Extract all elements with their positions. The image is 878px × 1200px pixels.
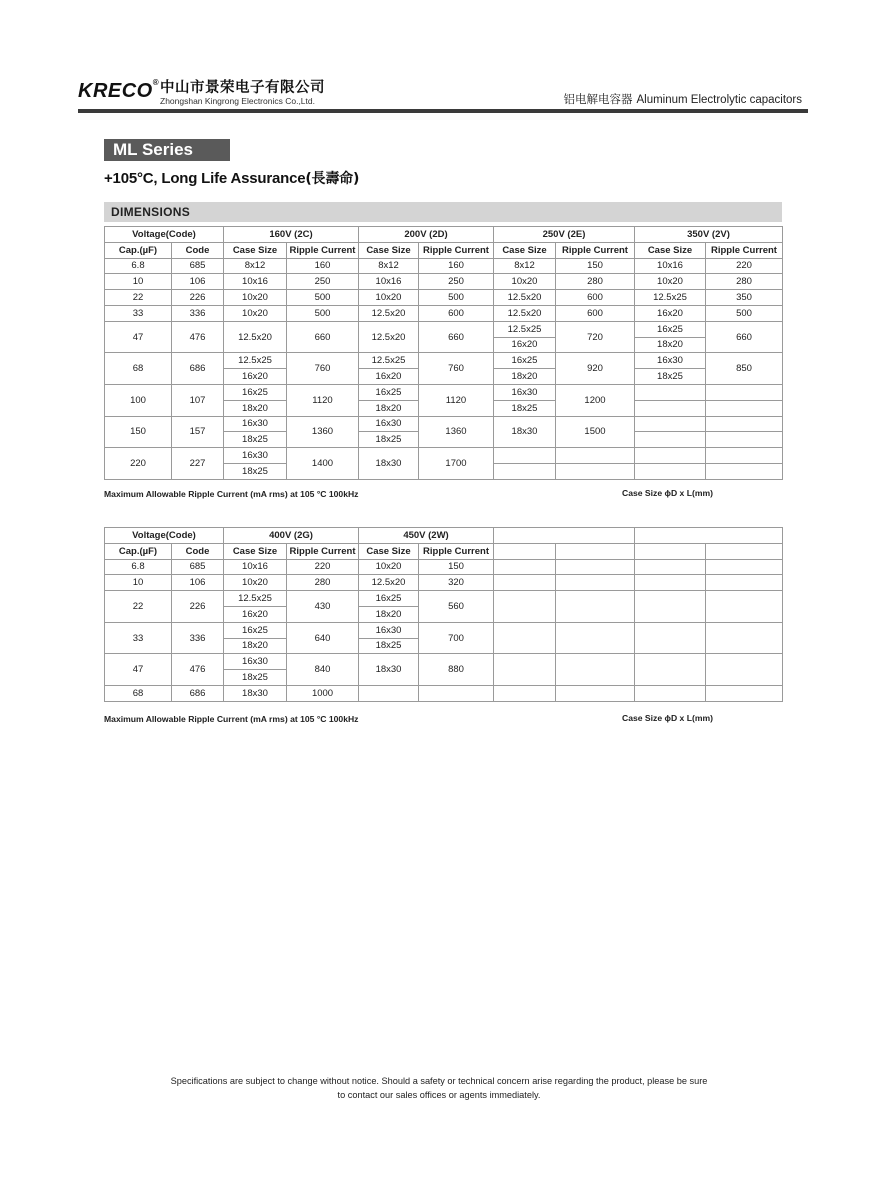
empty-cell [494,448,556,464]
voltage-code-header: Voltage(Code) [105,528,224,544]
empty-cell [494,528,635,544]
empty-cell [556,543,635,559]
case-size-cell: 10x20 [224,290,287,306]
empty-cell [494,622,556,654]
empty-cell [556,654,635,686]
table-row [105,559,783,575]
case-size-cell: 16x30 [635,353,706,369]
ripple-cell: 660 [287,321,359,353]
empty-cell [635,416,706,432]
ripple-cell: 1400 [287,448,359,480]
code-cell: 157 [172,416,224,448]
case-size-cell: 16x30 [359,622,419,638]
table-row [105,685,783,701]
case-size-cell: 10x16 [359,274,419,290]
ripple-cell: 880 [419,654,494,686]
column-header: Cap.(µF) [105,543,172,559]
ripple-cell: 700 [419,622,494,654]
column-header: Case Size [359,543,419,559]
table-row [105,384,783,400]
empty-cell [706,654,783,686]
column-header-row [105,242,783,258]
ripple-cell: 220 [706,258,783,274]
column-header: Case Size [494,242,556,258]
company-name-cn: 中山市景荣电子有限公司 [160,80,325,96]
table-row [105,654,783,670]
dimensions-table-1 [104,226,783,480]
column-header-row [105,543,783,559]
empty-cell [706,591,783,623]
empty-cell [706,559,783,575]
case-size-cell: 10x20 [359,290,419,306]
company-name [160,76,325,106]
empty-cell [556,575,635,591]
case-size-cell: 18x25 [359,638,419,654]
ripple-cell: 640 [287,622,359,654]
voltage-header: 250V (2E) [494,227,635,243]
ripple-cell: 850 [706,353,783,385]
dimensions-header [104,202,782,222]
code-cell: 685 [172,258,224,274]
series-subtitle: +105°C, Long Life Assurance(長壽命) [104,170,360,187]
case-size-cell: 10x16 [224,274,287,290]
ripple-cell: 160 [419,258,494,274]
empty-cell [635,575,706,591]
cap-cell: 47 [105,321,172,353]
case-size-cell: 18x25 [224,432,287,448]
code-cell: 336 [172,622,224,654]
code-cell: 476 [172,654,224,686]
voltage-header: 400V (2G) [224,528,359,544]
case-size-cell: 18x20 [224,638,287,654]
ripple-cell: 280 [706,274,783,290]
ripple-cell: 660 [419,321,494,353]
product-category-cn: 铝电解电容器 [563,92,633,106]
voltage-header-row [105,227,783,243]
ripple-cell: 280 [287,575,359,591]
column-header: Ripple Current [419,242,494,258]
case-size-cell: 10x20 [224,575,287,591]
empty-cell [556,685,635,701]
column-header: Ripple Current [706,242,783,258]
empty-cell [635,685,706,701]
code-cell: 106 [172,274,224,290]
ripple-cell: 600 [556,305,635,321]
case-size-cell: 18x20 [635,337,706,353]
case-size-cell: 16x25 [359,591,419,607]
case-size-cell: 18x20 [359,606,419,622]
cap-cell: 33 [105,622,172,654]
case-size-cell: 18x25 [635,369,706,385]
ripple-cell: 760 [287,353,359,385]
column-header: Ripple Current [287,242,359,258]
table-row [105,353,783,369]
voltage-header: 160V (2C) [224,227,359,243]
column-header: Cap.(µF) [105,242,172,258]
dimensions-label: DIMENSIONS [111,205,191,219]
column-header: Code [172,242,224,258]
footer-disclaimer-line-1: Specifications are subject to change without notice. Should a safety or technical concern arise regarding the product, please be sure [170,1076,708,1086]
case-size-cell: 18x20 [224,400,287,416]
empty-cell [706,463,783,479]
code-cell: 336 [172,305,224,321]
empty-cell [706,685,783,701]
case-size-cell: 10x20 [224,305,287,321]
empty-cell [494,463,556,479]
voltage-header: 200V (2D) [359,227,494,243]
cap-cell: 68 [105,685,172,701]
empty-cell [494,685,556,701]
ripple-cell: 430 [287,591,359,623]
cap-cell: 47 [105,654,172,686]
cap-cell: 6.8 [105,258,172,274]
case-size-cell: 10x20 [494,274,556,290]
ripple-cell: 350 [706,290,783,306]
empty-cell [635,384,706,400]
case-size-cell: 12.5x25 [359,353,419,369]
cap-cell: 6.8 [105,559,172,575]
voltage-code-header: Voltage(Code) [105,227,224,243]
case-size-cell: 16x25 [224,384,287,400]
ripple-note: Maximum Allowable Ripple Current (mA rms) at 105 °C 100kHz [104,714,359,724]
case-size-cell: 12.5x25 [224,591,287,607]
ripple-cell: 1360 [419,416,494,448]
ripple-cell: 500 [706,305,783,321]
cap-cell: 150 [105,416,172,448]
page-header [78,76,808,112]
case-size-cell: 18x30 [494,416,556,448]
case-size-cell: 16x25 [224,622,287,638]
empty-cell [706,622,783,654]
ripple-cell: 1700 [419,448,494,480]
column-header: Case Size [224,543,287,559]
table-row [105,575,783,591]
table-row [105,290,783,306]
case-size-cell: 16x20 [224,606,287,622]
case-size-cell: 18x30 [359,654,419,686]
ripple-cell: 600 [556,290,635,306]
case-size-cell: 16x30 [359,416,419,432]
case-size-note: Case Size ϕD x L(mm) [622,488,713,498]
code-cell: 226 [172,591,224,623]
case-size-cell: 18x30 [359,448,419,480]
empty-cell [494,559,556,575]
code-cell: 686 [172,685,224,701]
case-size-cell: 18x20 [494,369,556,385]
empty-cell [635,448,706,464]
table-row [105,258,783,274]
cap-cell: 22 [105,591,172,623]
table-row [105,416,783,432]
footer-disclaimer-line-2: to contact our sales offices or agents immediately. [337,1090,541,1100]
case-size-cell: 10x16 [635,258,706,274]
ripple-cell: 1000 [287,685,359,701]
column-header: Ripple Current [419,543,494,559]
case-size-cell: 16x30 [224,654,287,670]
case-size-cell: 12.5x20 [494,290,556,306]
empty-cell [706,432,783,448]
ripple-note: Maximum Allowable Ripple Current (mA rms) at 105 °C 100kHz [104,489,359,499]
empty-cell [706,416,783,432]
case-size-cell: 16x25 [635,321,706,337]
table-row [105,622,783,638]
case-size-cell: 18x25 [224,670,287,686]
cap-cell: 33 [105,305,172,321]
case-size-cell: 16x20 [359,369,419,385]
column-header: Ripple Current [287,543,359,559]
empty-cell [359,685,419,701]
ripple-cell: 160 [287,258,359,274]
dimensions-table-2 [104,527,783,702]
empty-cell [706,543,783,559]
case-size-cell: 18x25 [494,400,556,416]
case-size-cell: 16x20 [224,369,287,385]
ripple-cell: 500 [419,290,494,306]
product-category-en: Aluminum Electrolytic capacitors [636,94,802,106]
case-size-cell: 16x30 [224,448,287,464]
ripple-cell: 1200 [556,384,635,416]
case-size-cell: 12.5x20 [224,321,287,353]
cap-cell: 22 [105,290,172,306]
header-divider [78,109,808,113]
table-row [105,305,783,321]
case-size-cell: 16x20 [494,337,556,353]
table-row [105,274,783,290]
column-header: Case Size [224,242,287,258]
empty-cell [635,432,706,448]
empty-cell [706,448,783,464]
empty-cell [706,384,783,400]
code-cell: 476 [172,321,224,353]
ripple-cell: 150 [556,258,635,274]
empty-cell [635,463,706,479]
ripple-cell: 1120 [419,384,494,416]
ripple-cell: 1360 [287,416,359,448]
case-size-cell: 10x20 [359,559,419,575]
empty-cell [556,559,635,575]
ripple-cell: 220 [287,559,359,575]
ripple-cell: 600 [419,305,494,321]
voltage-header: 350V (2V) [635,227,783,243]
cap-cell: 100 [105,384,172,416]
case-size-cell: 16x25 [494,353,556,369]
case-size-cell: 18x20 [359,400,419,416]
case-size-cell: 10x20 [635,274,706,290]
company-name-en: Zhongshan Kingrong Electronics Co.,Ltd. [160,96,315,106]
ripple-cell: 320 [419,575,494,591]
voltage-header: 450V (2W) [359,528,494,544]
cap-cell: 220 [105,448,172,480]
code-cell: 227 [172,448,224,480]
case-size-cell: 12.5x20 [359,321,419,353]
cap-cell: 10 [105,274,172,290]
case-size-cell: 8x12 [494,258,556,274]
ripple-cell: 560 [419,591,494,623]
series-badge [104,139,230,161]
table-row [105,321,783,337]
code-cell: 106 [172,575,224,591]
ripple-cell: 250 [287,274,359,290]
ripple-cell: 720 [556,321,635,353]
case-size-cell: 18x30 [224,685,287,701]
table-row [105,448,783,464]
code-cell: 685 [172,559,224,575]
empty-cell [556,622,635,654]
ripple-cell: 250 [419,274,494,290]
cap-cell: 68 [105,353,172,385]
empty-cell [635,591,706,623]
ripple-cell: 500 [287,290,359,306]
empty-cell [635,400,706,416]
code-cell: 686 [172,353,224,385]
case-size-cell: 18x25 [359,432,419,448]
case-size-cell: 8x12 [224,258,287,274]
empty-cell [706,400,783,416]
table-row [105,591,783,607]
ripple-cell: 1120 [287,384,359,416]
empty-cell [556,448,635,464]
empty-cell [419,685,494,701]
ripple-cell: 150 [419,559,494,575]
ripple-cell: 760 [419,353,494,385]
code-cell: 226 [172,290,224,306]
company-logo: KRECO® [78,78,160,102]
empty-cell [635,543,706,559]
ripple-cell: 500 [287,305,359,321]
column-header: Ripple Current [556,242,635,258]
empty-cell [635,528,783,544]
product-category [563,91,802,107]
case-size-cell: 12.5x25 [224,353,287,369]
empty-cell [556,591,635,623]
column-header: Case Size [635,242,706,258]
empty-cell [635,654,706,686]
case-size-cell: 16x20 [635,305,706,321]
column-header: Case Size [359,242,419,258]
case-size-note: Case Size ϕD x L(mm) [622,713,713,723]
case-size-cell: 12.5x20 [494,305,556,321]
case-size-cell: 16x25 [359,384,419,400]
empty-cell [494,543,556,559]
case-size-cell: 12.5x25 [494,321,556,337]
cap-cell: 10 [105,575,172,591]
empty-cell [494,654,556,686]
ripple-cell: 660 [706,321,783,353]
column-header: Code [172,543,224,559]
empty-cell [494,591,556,623]
empty-cell [635,559,706,575]
voltage-header-row [105,528,783,544]
empty-cell [635,622,706,654]
series-name: ML Series [113,140,194,159]
case-size-cell: 18x25 [224,463,287,479]
empty-cell [556,463,635,479]
case-size-cell: 12.5x20 [359,575,419,591]
ripple-cell: 920 [556,353,635,385]
ripple-cell: 280 [556,274,635,290]
case-size-cell: 8x12 [359,258,419,274]
empty-cell [494,575,556,591]
code-cell: 107 [172,384,224,416]
case-size-cell: 16x30 [224,416,287,432]
empty-cell [706,575,783,591]
case-size-cell: 12.5x25 [635,290,706,306]
case-size-cell: 16x30 [494,384,556,400]
ripple-cell: 840 [287,654,359,686]
case-size-cell: 12.5x20 [359,305,419,321]
case-size-cell: 10x16 [224,559,287,575]
ripple-cell: 1500 [556,416,635,448]
